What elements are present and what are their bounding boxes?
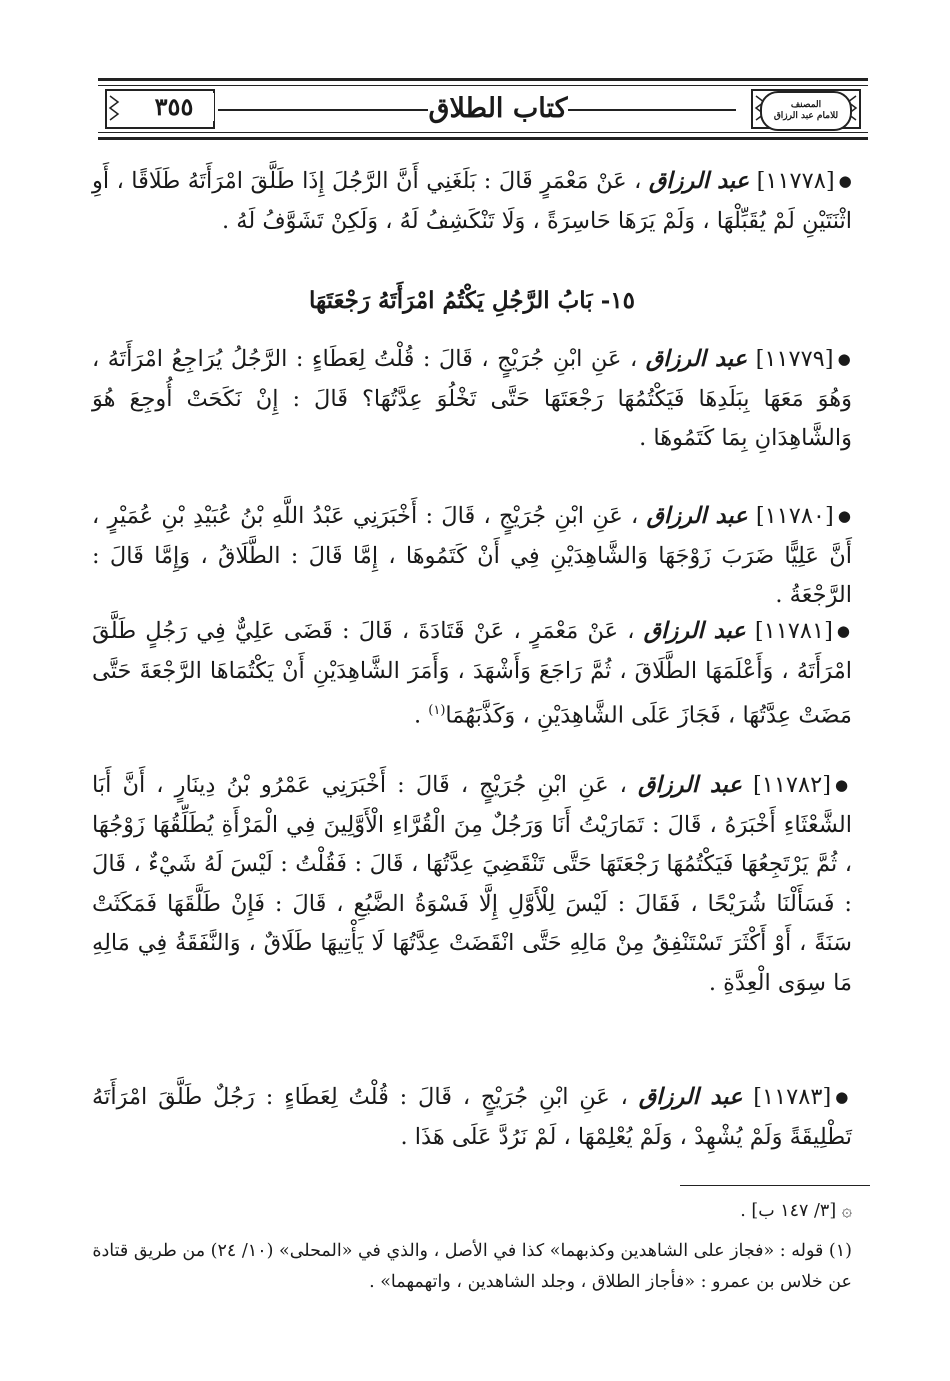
hadith-paragraph: ●[١١٧٨١] عبد الرزاق ، عَنْ مَعْمَرٍ ، عَنْ قَتَادَةَ ، قَالَ : قَضَى عَلِيٌّ فِي رَجُلٍ طَلَّقَ امْرَأَتَهُ ، وَأَعْلَمَهَا الطَّلَاقَ ، ثُمَّ رَاجَعَ وَأَشْهَدَ ، وَأَمَرَ الشَّاهِدَيْنِ أَنْ يَكْتُمَاهَا الرَّجْعَةَ حَتَّى مَضَتْ عِدَّتُهَا ، فَجَازَ عَلَى الشَّاهِدَيْنِ ، وَكَذَّبَهُمَا$^{(١)}$ .: [92, 618, 852, 729]
hadith-text: ، عَنِ ابْنِ جُرَيْجٍ ، قَالَ : أَخْبَرَنِي عَمْرُو بْنُ دِينَارٍ ، أَنَّ أَبَا الشَّعْثَاءِ أَخْبَرَهُ ، قَالَ : تَمَارَيْتُ أَنَا وَرَجُلٌ مِنَ الْقُرَّاءِ الْأَوَّلِينَ فِي الْمَرْأَةِ يُطَلِّقُهَا زَوْجُهَا ، ثُمَّ يَرْتَجِعُهَا فَيَكْتُمُهَا رَجْعَتَهَا حَتَّى تَنْقَضِيَ عِدَّتُهَا ، قَالَ : فَقُلْتُ : لَيْسَ لَهُ شَيْءٌ ، قَالَ : فَسَأَلْنَا شُرَيْحًا ، فَقَالَ : لَيْسَ لِلْأَوَّلِ إِلَّا فَسْوَةُ الضَّبُعِ ، قَالَ : فَإِنْ طَلَّقَهَا فَمَكَثَتْ سَنَةً ، أَوْ أَكْثَرَ تَسْتَنْفِقُ مِنْ مَالِهِ حَتَّى انْقَضَتْ عِدَّتُهَا لَا يَأْتِيهَا طَلَاقٌ ، وَالنَّفَقَةُ فِي مَالِهِ مَا سِوَى الْعِدَّةِ .: [92, 772, 852, 996]
hadith-text: ، عَنْ مَعْمَرٍ ، عَنْ قَتَادَةَ ، قَالَ : قَضَى عَلِيٌّ فِي رَجُلٍ طَلَّقَ امْرَأَتَهُ ، وَأَعْلَمَهَا الطَّلَاقَ ، ثُمَّ رَاجَعَ وَأَشْهَدَ ، وَأَمَرَ الشَّاهِدَيْنِ أَنْ يَكْتُمَاهَا الرَّجْعَةَ حَتَّى مَضَتْ عِدَّتُهَا ، فَجَازَ عَلَى الشَّاهِدَيْنِ ، وَكَذَّبَهُمَا: [92, 618, 852, 729]
hadith-paragraph: [92, 497, 852, 616]
hadith-number: [١١٧٨٠]: [755, 503, 834, 529]
footnote-separator: [680, 1185, 870, 1186]
header-ornament-left: [104, 88, 216, 130]
bullet-icon: ●: [835, 1088, 852, 1107]
narrator-name: عبد الرزاق: [648, 168, 750, 194]
footnote: (١) قوله : «فجاز على الشاهدين وكذبهما» كذا في الأصل ، والذي في «المحلى» (١٠/ ٢٤) من طريق قتادة عن خلاس بن عمرو : «فأجاز الطلاق ، وجلد الشاهدين ، واتهمهما» .: [92, 1241, 852, 1292]
hadith-text: ، عَنِ ابْنِ جُرَيْجٍ ، قَالَ : قُلْتُ لِعَطَاءٍ : رَجُلٌ طَلَّقَ امْرَأَتَهُ تَطْلِيقَةً وَلَمْ يُشْهِدْ ، وَلَمْ يُعْلِمْهَا ، لَمْ نَرُدَّ عَلَى هَذَا .: [92, 1084, 852, 1150]
hadith-number: [١١٧٨١]: [754, 618, 833, 644]
header-ornament-right: [750, 88, 862, 130]
hadith-text: ، عَنْ مَعْمَرٍ قَالَ : بَلَغَنِي أَنَّ الرَّجُلَ إِذَا طَلَّقَ امْرَأَتَهُ طَلَاقًا ، أَوِ اثْنَتَيْنِ لَمْ يُقَبِّلْهَا ، وَلَمْ يَرَهَا حَاسِرَةً ، وَلَا تَنْكَشِفُ لَهُ ، وَلَكِنْ تَشَوَّفُ لَهُ .: [92, 168, 852, 234]
manuscript-reference-text: [٣/ ١٤٧ ب] .: [740, 1201, 837, 1221]
hadith-paragraph: [92, 162, 852, 241]
source-badge-line1: المصنف: [790, 100, 822, 110]
hadith-number: [١١٧٨٢]: [752, 772, 831, 798]
hadith-number: [١١٧٨٣]: [753, 1084, 832, 1110]
source-badge: [760, 91, 852, 131]
narrator-name: عبد الرزاق: [645, 346, 748, 372]
narrator-name: عبد الرزاق: [646, 503, 748, 529]
bullet-icon: ●: [838, 172, 852, 191]
source-badge-line2: للامام عبد الرزاق: [773, 111, 839, 121]
hadith-paragraph: [92, 1078, 852, 1157]
bullet-icon: ●: [837, 507, 852, 526]
narrator-name: عبد الرزاق: [638, 1084, 743, 1110]
chapter-heading: ١٥- بَابُ الرَّجُلِ يَكْتُمُ امْرَأَتَهُ رَجْعَتَهَا: [309, 287, 635, 314]
bullet-icon: ●: [836, 622, 852, 641]
manuscript-reference: [82, 1196, 852, 1227]
narrator-name: عبد الرزاق: [638, 772, 742, 798]
header-rule-left: [218, 109, 428, 111]
bullet-icon: ●: [834, 776, 852, 795]
hadith-text: ، عَنِ ابْنِ جُرَيْجٍ ، قَالَ : قُلْتُ لِعَطَاءٍ : الرَّجُلُ يُرَاجِعُ امْرَأَتَهُ ، وَهُوَ مَعَهَا بِبَلَدِهَا فَيَكْتُمُهَا رَجْعَتَهَا حَتَّى تَخْلُوَ عِدَّتُهَا؟ قَالَ : إِنْ نَكَحَتْ أُوجِعَ هُوَ وَالشَّاهِدَانِ بِمَا كَتَمُوهَا .: [92, 346, 852, 452]
hadith-text: ، عَنِ ابْنِ جُرَيْجٍ ، قَالَ : أَخْبَرَنِي عَبْدُ اللَّهِ بْنُ عُبَيْدِ بْنِ عُمَيْرٍ ، أَنَّ عَلِيًّا ضَرَبَ زَوْجَهَا وَالشَّاهِدَيْنِ فِي أَنْ كَتَمُوهَا ، إِمَّا قَالَ : الطَّلَاقُ ، وَإِمَّا قَالَ : الرَّجْعَةُ .: [92, 503, 852, 609]
header-rule-right: [568, 109, 736, 111]
hadith-number: [١١٧٧٩]: [755, 346, 834, 372]
hadith-paragraph: [92, 766, 852, 1003]
hadith-paragraph: [92, 340, 852, 459]
manuscript-marker-icon: ۞: [841, 1201, 852, 1221]
narrator-name: عبد الرزاق: [643, 618, 746, 644]
hadith-number: [١١٧٧٨]: [756, 168, 835, 194]
book-title: كتاب الطلاق: [428, 89, 568, 129]
footnote-ref[interactable]: (١): [428, 703, 446, 719]
running-header: [98, 78, 868, 140]
bullet-icon: ●: [837, 350, 853, 369]
page-number: ٣٥٥: [134, 93, 214, 121]
